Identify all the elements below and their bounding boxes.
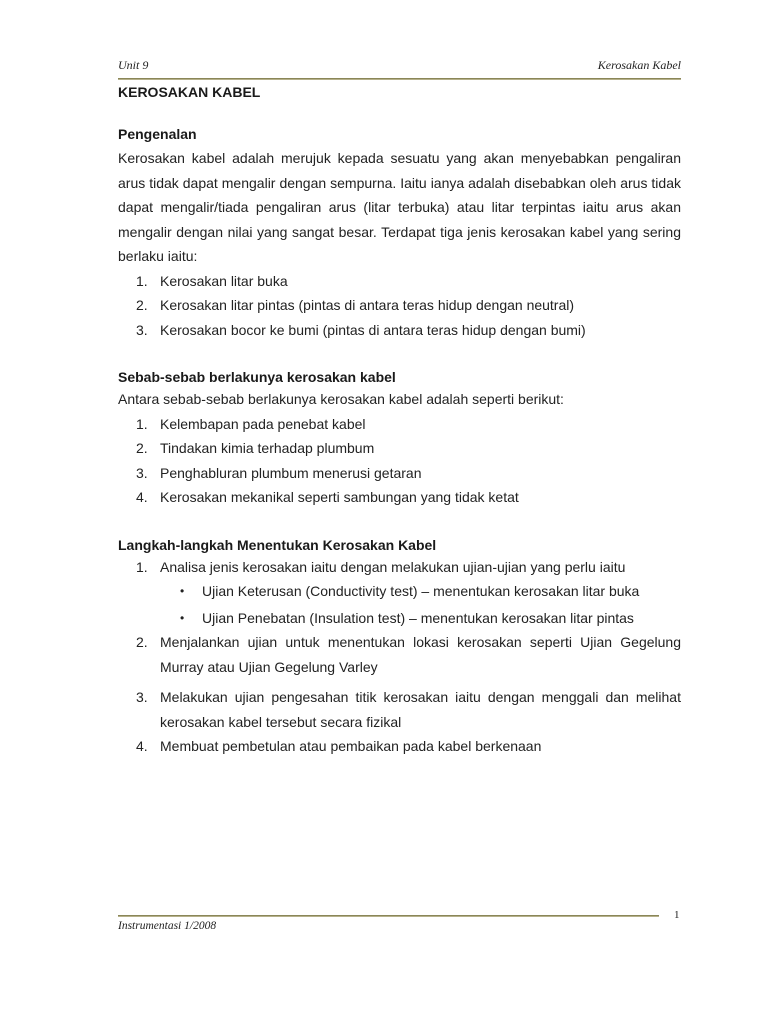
bullet-item: • Ujian Keterusan (Conductivity test) – menentukan kerosakan litar buka (118, 579, 681, 604)
section-heading-intro: Pengenalan (118, 126, 197, 142)
footer-rule (118, 915, 659, 917)
section-heading-causes: Sebab-sebab berlakunya kerosakan kabel (118, 369, 396, 385)
page-content (118, 82, 681, 759)
list-item: 3. Penghabluran plumbum menerusi getaran (136, 464, 422, 481)
steps-list (118, 555, 681, 759)
list-item: 3. Melakukan ujian pengesahan titik kerosakan iaitu dengan menggali dan melihat kerosakan kabel tersebut secara fizikal (136, 689, 681, 730)
header-unit: Unit 9 (118, 58, 149, 72)
list-item: 1. Analisa jenis kerosakan iaitu dengan melakukan ujian-ujian yang perlu iaitu (136, 558, 626, 575)
page-title: KEROSAKAN KABEL (118, 84, 261, 100)
bullet-item: • Ujian Penebatan (Insulation test) – menentukan kerosakan litar pintas (118, 606, 681, 631)
list-item: 2. Kerosakan litar pintas (pintas di antara teras hidup dengan neutral) (136, 297, 575, 313)
header-topic: Kerosakan Kabel (597, 58, 681, 72)
intro-paragraph: Kerosakan kabel adalah merujuk kepada sesuatu yang akan menyebabkan pengaliran arus tidak dapat mengalir dengan sempurna. Iaitu ianya adalah disebabkan oleh arus tidak dapat mengalir/tiada pengaliran arus (litar terbuka) atau litar terpintas iaitu arus akan mengalir dengan nilai yang sangat besar. Terdapat tiga jenis kerosakan kabel yang sering berlaku iaitu: (118, 150, 681, 264)
page-header (118, 58, 681, 74)
footer-text: Instrumentasi 1/2008 (118, 920, 217, 932)
causes-list (118, 412, 681, 510)
list-item: 2. Tindakan kimia terhadap plumbum (136, 440, 375, 456)
bullet-icon: • (180, 584, 185, 598)
list-item: 3. Kerosakan bocor ke bumi (pintas di antara teras hidup dengan bumi) (136, 321, 586, 338)
list-item: 1. Kelembapan pada penebat kabel (136, 415, 366, 432)
causes-paragraph: Antara sebab-sebab berlakunya kerosakan kabel adalah seperti berikut: (118, 391, 564, 407)
list-item: 2. Menjalankan ujian untuk menentukan lokasi kerosakan seperti Ujian Gegelung Murray atau Ujian Gegelung Varley (136, 634, 681, 675)
bullet-icon: • (180, 610, 185, 625)
list-item: 4. Membuat pembetulan atau pembaikan pada kabel berkenaan (136, 738, 542, 754)
list-item: 1. Kerosakan litar buka (136, 272, 288, 289)
list-item: 4. Kerosakan mekanikal seperti sambungan yang tidak ketat (136, 489, 519, 505)
header-rule (118, 78, 681, 80)
fault-types-list (118, 269, 681, 343)
section-heading-steps: Langkah-langkah Menentukan Kerosakan Kabel (118, 536, 437, 553)
page-number: 1 (674, 909, 680, 921)
